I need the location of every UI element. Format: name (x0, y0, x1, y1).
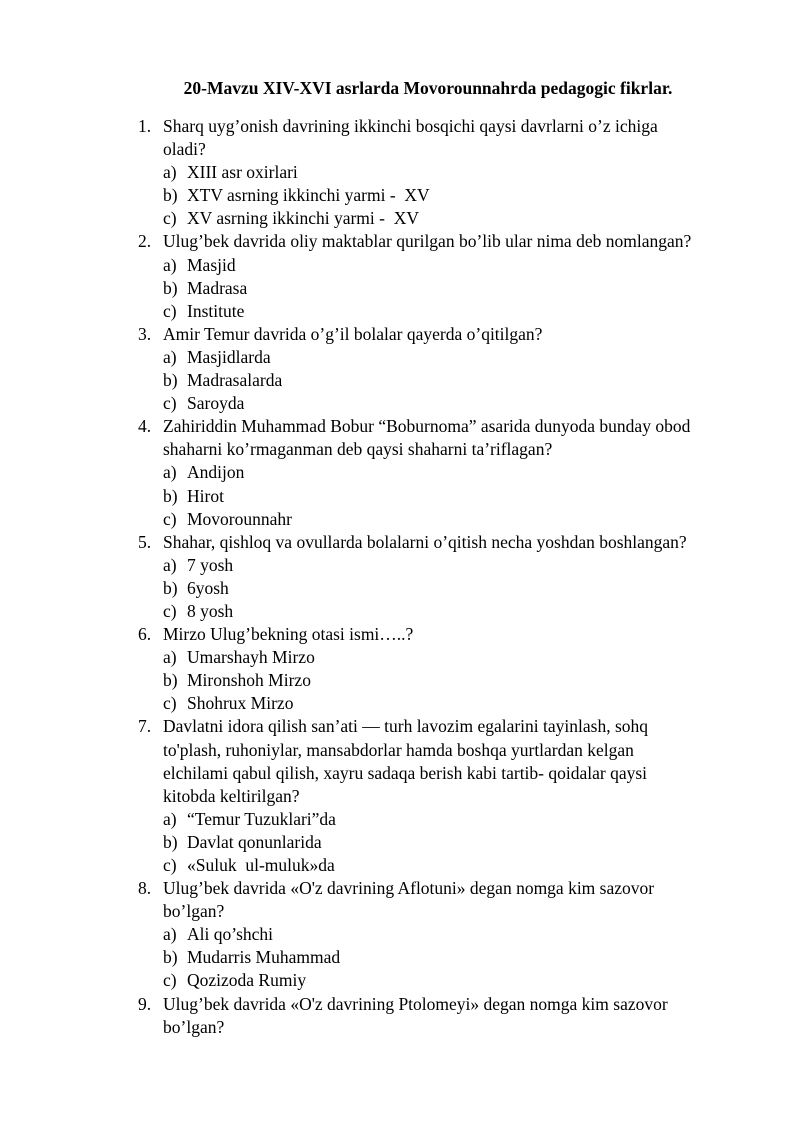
question-item (0, 415, 800, 530)
question-number: 3. (138, 323, 152, 344)
option-text: Shohrux Mirzo (187, 693, 294, 714)
page-title: 20-Mavzu XIV-XVI asrlarda Movorounnahrda pedagogic fikrlar. (183, 78, 673, 98)
answer-option (0, 346, 800, 369)
question-text (163, 993, 743, 1039)
option-letter: b) (163, 370, 178, 391)
question-text-line: shaharni ko’rmaganman deb qaysi shaharni ta’riflagan? (163, 439, 553, 460)
answer-option (0, 831, 800, 854)
option-text: Davlat qonunlarida (187, 831, 322, 852)
question-text-line: Zahiriddin Muhammad Bobur “Boburnoma” asarida dunyoda bunday obod (163, 416, 691, 437)
option-text: “Temur Tuzuklari”da (187, 808, 336, 829)
answer-option (0, 461, 800, 484)
option-letter: b) (163, 831, 178, 852)
option-text: Saroyda (187, 393, 245, 414)
question-text (163, 531, 743, 554)
answer-option (0, 692, 800, 715)
option-text: XV asrning ikkinchi yarmi - XV (187, 208, 420, 229)
question-item (0, 323, 800, 415)
answer-option (0, 254, 800, 277)
question-number: 2. (138, 231, 152, 252)
answer-option (0, 808, 800, 831)
option-text: XTV asrning ikkinchi yarmi - XV (187, 185, 430, 206)
option-letter: c) (163, 393, 177, 414)
answer-option (0, 184, 800, 207)
option-text: Qozizoda Rumiy (187, 970, 307, 991)
option-letter: c) (163, 508, 177, 529)
answer-option (0, 577, 800, 600)
answer-option (0, 854, 800, 877)
option-letter: b) (163, 577, 178, 598)
option-text: 6yosh (187, 577, 229, 598)
question-item (0, 877, 800, 992)
option-text: Mudarris Muhammad (187, 947, 341, 968)
question-text-line: Ulug’bek davrida «O'z davrining Aflotuni» degan nomga kim sazovor (163, 878, 655, 899)
question-item (0, 230, 800, 322)
option-letter: c) (163, 693, 177, 714)
question-text (163, 415, 743, 461)
question-text-line: Mirzo Ulug’bekning otasi ismi…..? (163, 624, 414, 645)
answer-option (0, 161, 800, 184)
option-letter: b) (163, 185, 178, 206)
option-text: 8 yosh (187, 600, 234, 621)
option-text: Andijon (187, 462, 245, 483)
option-text: Hirot (187, 485, 224, 506)
question-text-line: Sharq uyg’onish davrining ikkinchi bosqichi qaysi davrlarni o’z ichiga (163, 116, 658, 136)
option-letter: c) (163, 208, 177, 229)
option-letter: b) (163, 277, 178, 298)
question-number: 1. (138, 116, 152, 136)
answer-option (0, 923, 800, 946)
question-item (0, 115, 800, 230)
question-text (163, 323, 743, 346)
question-text-line: kitobda keltirilgan? (163, 785, 300, 806)
option-text: XIII asr oxirlari (187, 162, 298, 183)
option-text: Umarshayh Mirzo (187, 647, 315, 668)
option-text: 7 yosh (187, 554, 234, 575)
question-item (0, 715, 800, 877)
answer-option (0, 392, 800, 415)
option-letter: c) (163, 600, 177, 621)
answer-option (0, 300, 800, 323)
answer-option (0, 277, 800, 300)
option-letter: b) (163, 947, 178, 968)
option-letter: a) (163, 808, 177, 829)
question-number: 6. (138, 624, 152, 645)
answer-option (0, 508, 800, 531)
question-text-line: elchilami qabul qilish, xayru sadaqa berish kabi tartib- qoidalar qaysi (163, 762, 648, 783)
answer-option (0, 669, 800, 692)
question-text-line: to'plash, ruhoniylar, mansabdorlar hamda boshqa yurtlardan kelgan (163, 739, 634, 760)
question-text-line: Shahar, qishloq va ovullarda bolalarni o’qitish necha yoshdan boshlangan? (163, 531, 687, 552)
answer-option (0, 554, 800, 577)
question-text (163, 877, 743, 923)
option-letter: a) (163, 647, 177, 668)
answer-option (0, 485, 800, 508)
question-text-line: Davlatni idora qilish san’ati — turh lavozim egalarini tayinlash, sohq (163, 716, 649, 737)
question-item (0, 623, 800, 715)
question-list (0, 115, 800, 1039)
option-letter: a) (163, 346, 177, 367)
question-text-line: Ulug’bek davrida «O'z davrining Ptolomeyi» degan nomga kim sazovor (163, 993, 668, 1014)
question-item (0, 531, 800, 623)
answer-option (0, 646, 800, 669)
answer-option (0, 207, 800, 230)
question-number: 5. (138, 531, 152, 552)
option-text: Masjid (187, 254, 236, 275)
option-letter: a) (163, 924, 177, 945)
option-text: Mironshoh Mirzo (187, 670, 311, 691)
answer-option (0, 600, 800, 623)
option-text: Movorounnahr (187, 508, 292, 529)
question-text-line: bo’lgan? (163, 1016, 225, 1037)
option-text: Masjidlarda (187, 346, 271, 367)
option-text: Institute (187, 300, 245, 321)
answer-option (0, 369, 800, 392)
question-number: 7. (138, 716, 152, 737)
option-letter: c) (163, 970, 177, 991)
answer-option (0, 969, 800, 992)
question-text (163, 623, 743, 646)
answer-option (0, 946, 800, 969)
question-text (163, 230, 743, 253)
question-number: 4. (138, 416, 152, 437)
question-text (163, 115, 743, 161)
option-text: Madrasa (187, 277, 248, 298)
option-letter: b) (163, 485, 178, 506)
option-letter: a) (163, 254, 177, 275)
question-text (163, 715, 743, 807)
option-letter: a) (163, 554, 177, 575)
question-text-line: Ulug’bek davrida oliy maktablar qurilgan bo’lib ular nima deb nomlangan? (163, 231, 692, 252)
question-text-line: bo’lgan? (163, 901, 225, 922)
question-item (0, 993, 800, 1039)
question-text-line: Amir Temur davrida o’g’il bolalar qayerda o’qitilgan? (163, 323, 543, 344)
option-text: «Suluk ul-muluk»da (187, 855, 335, 875)
option-letter: c) (163, 300, 177, 321)
question-text-line: oladi? (163, 139, 206, 160)
option-letter: b) (163, 670, 178, 691)
option-text: Madrasalarda (187, 370, 283, 391)
question-number: 9. (138, 993, 152, 1014)
option-letter: a) (163, 162, 177, 183)
option-text: Ali qo’shchi (187, 924, 274, 945)
question-number: 8. (138, 878, 152, 899)
option-letter: c) (163, 855, 177, 875)
option-letter: a) (163, 462, 177, 483)
